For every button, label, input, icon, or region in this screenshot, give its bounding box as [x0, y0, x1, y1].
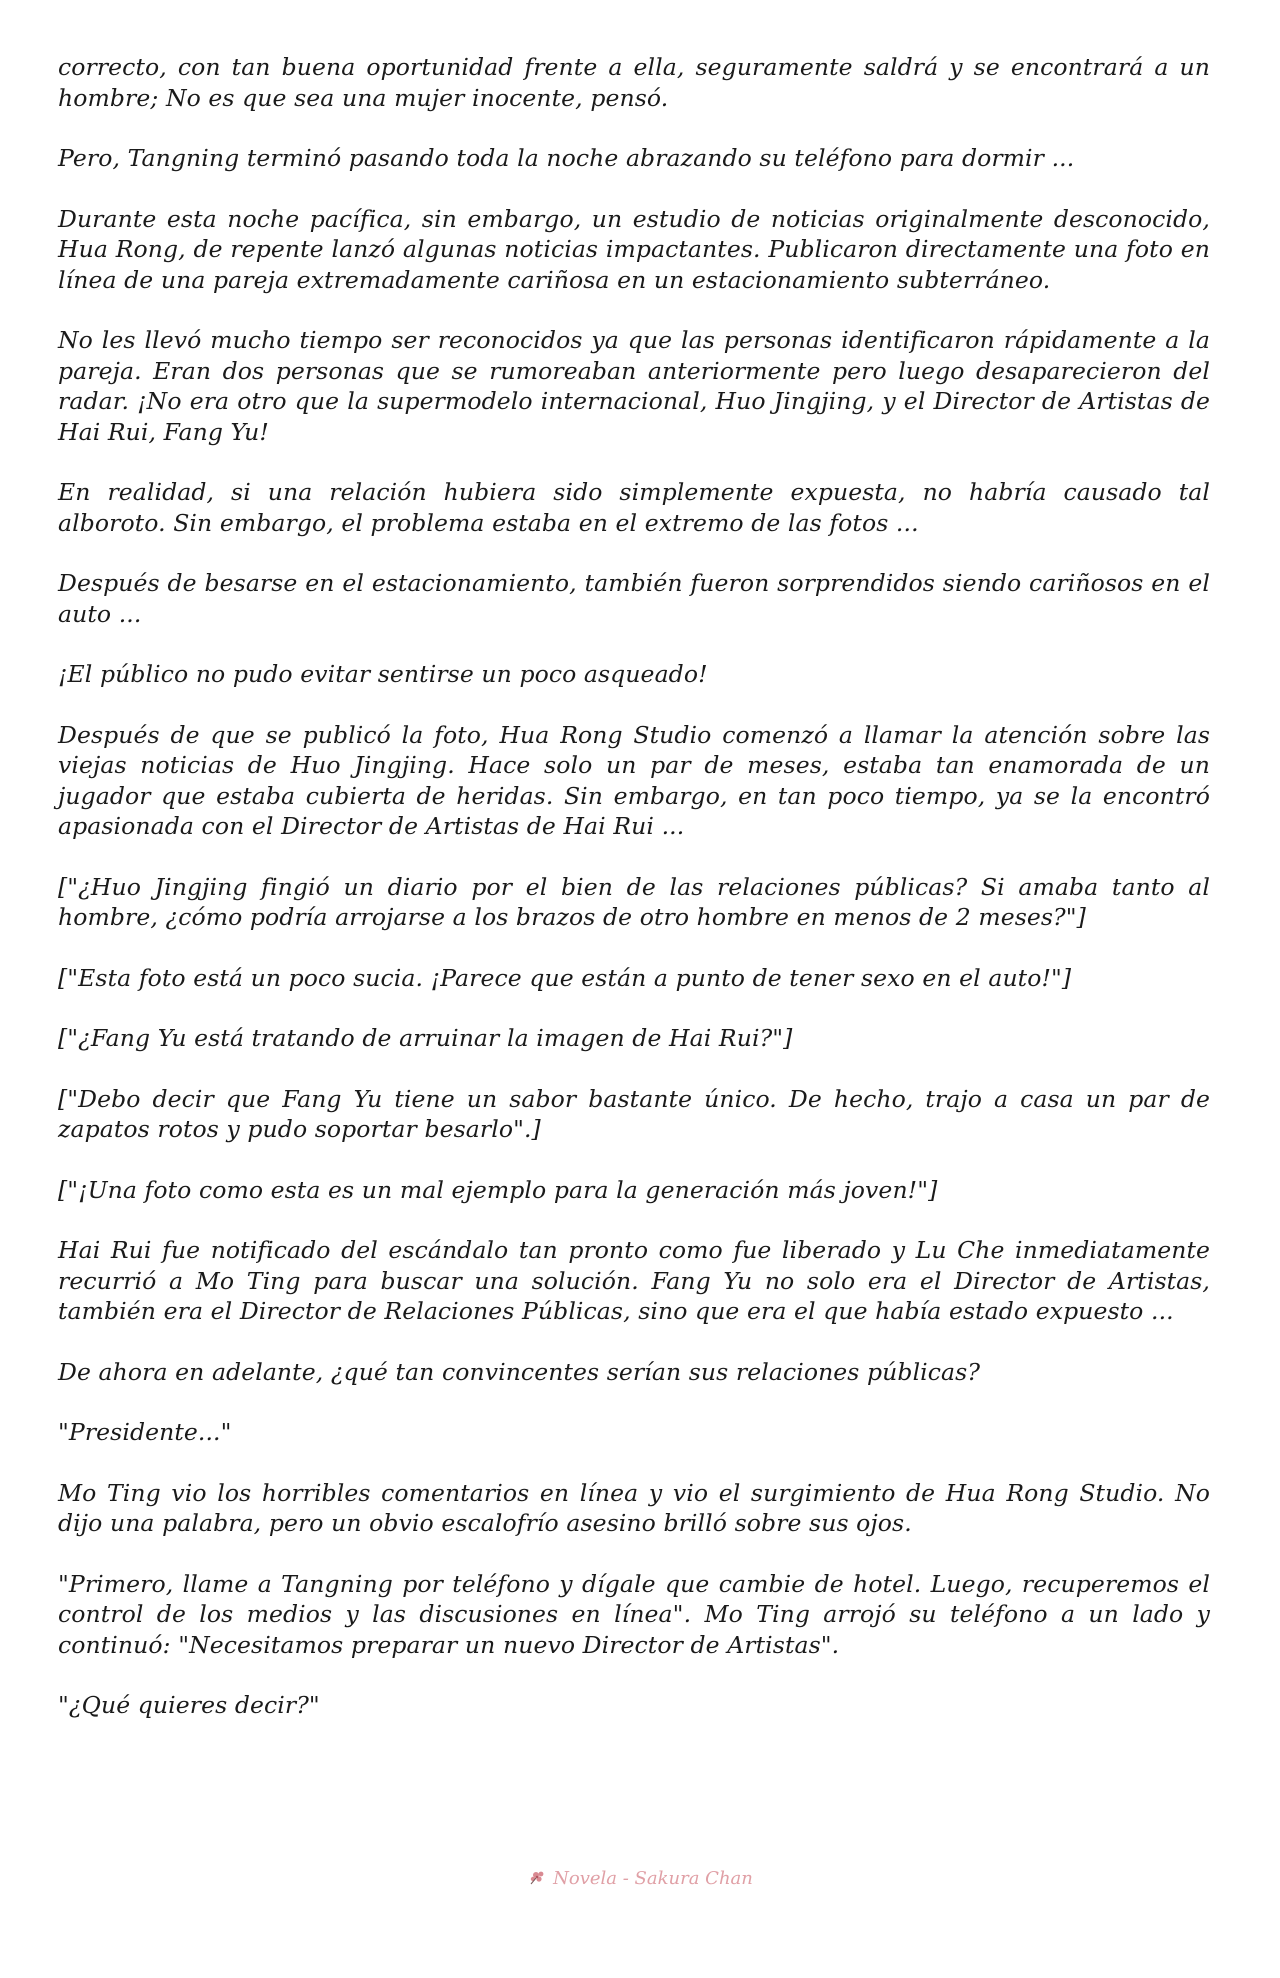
dialogue-line: "¿Qué quieres decir?"	[58, 1691, 320, 1719]
paragraph: Pero, Tangning terminó pasando toda la noche abrazando su teléfono para dormir ...	[58, 144, 1075, 172]
comment-quote: ["¡Una foto como esta es un mal ejemplo para la generación más joven!"]	[58, 1175, 938, 1204]
paragraph: Hai Rui fue notificado del escándalo tan pronto como fue liberado y Lu Che inmediatamente recurrió a Mo Ting para buscar una solución. Fang Yu no solo era el Director de Artistas, también era el Director de Relaciones Públicas, sino que era el que había estado expuesto ...	[58, 1236, 1210, 1325]
document-body	[58, 52, 1210, 1751]
paragraph: Mo Ting vio los horribles comentarios en línea y vio el surgimiento de Hua Rong Studio. No dijo una palabra, pero un obvio escalofrío asesino brilló sobre sus ojos.	[58, 1478, 1210, 1537]
comment-quote: ["¿Huo Jingjing fingió un diario por el bien de las relaciones públicas? Si amaba tanto al hombre, ¿cómo podría arrojarse a los brazos de otro hombre en menos de 2 meses?"]	[58, 872, 1210, 931]
paragraph: En realidad, si una relación hubiera sido simplemente expuesta, no habría causado tal alboroto. Sin embargo, el problema estaba en el extremo de las fotos ...	[58, 478, 1210, 537]
paragraph: Después de besarse en el estacionamiento, también fueron sorprendidos siendo cariñosos en el auto ...	[58, 569, 1210, 628]
paragraph: ¡El público no pudo evitar sentirse un poco asqueado!	[58, 660, 708, 688]
footer-watermark	[0, 1868, 1280, 1889]
dialogue-line: "Presidente..."	[58, 1418, 232, 1446]
paragraph: correcto, con tan buena oportunidad frente a ella, seguramente saldrá y se encontrará a un hombre; No es que sea una mujer inocente, pensó.	[58, 53, 1210, 112]
comment-quote: ["Esta foto está un poco sucia. ¡Parece que están a punto de tener sexo en el auto!"]	[58, 963, 1072, 992]
paragraph: Durante esta noche pacífica, sin embargo, un estudio de noticias originalmente desconocido, Hua Rong, de repente lanzó algunas noticias impactantes. Publicaron directamente una foto en línea de una pareja extremadamente cariñosa en un estacionamiento subterráneo.	[58, 204, 1210, 294]
paragraph: No les llevó mucho tiempo ser reconocidos ya que las personas identificaron rápidamente a la pareja. Eran dos personas que se rumoreaban anteriormente pero luego desaparecieron del radar. ¡No era otro que la supermodelo internacional, Huo Jingjing, y el Director de Artistas de Hai Rui, Fang Yu!	[58, 326, 1210, 446]
comment-quote: ["¿Fang Yu está tratando de arruinar la imagen de Hai Rui?"]	[58, 1024, 793, 1052]
dialogue-line: "Primero, llame a Tangning por teléfono y dígale que cambie de hotel. Luego, recuperemos el control de los medios y las discusiones en línea". Mo Ting arrojó su teléfono a un lado y continuó: "Necesitamos preparar un nuevo Director de Artistas".	[58, 1569, 1210, 1659]
paragraph: De ahora en adelante, ¿qué tan convincentes serían sus relaciones públicas?	[58, 1357, 981, 1386]
paragraph: Después de que se publicó la foto, Hua Rong Studio comenzó a llamar la atención sobre las viejas noticias de Huo Jingjing. Hace solo un par de meses, estaba tan enamorada de un jugador que estaba cubierta de heridas. Sin embargo, en tan poco tiempo, ya se la encontró apasionada con el Director de Artistas de Hai Rui ...	[58, 720, 1210, 840]
footer-text: Novela - Sakura Chan	[553, 1868, 753, 1889]
comment-quote: ["Debo decir que Fang Yu tiene un sabor bastante único. De hecho, trajo a casa un par de zapatos rotos y pudo soportar besarlo".]	[58, 1084, 1210, 1143]
sakura-flower-icon	[527, 1869, 549, 1887]
